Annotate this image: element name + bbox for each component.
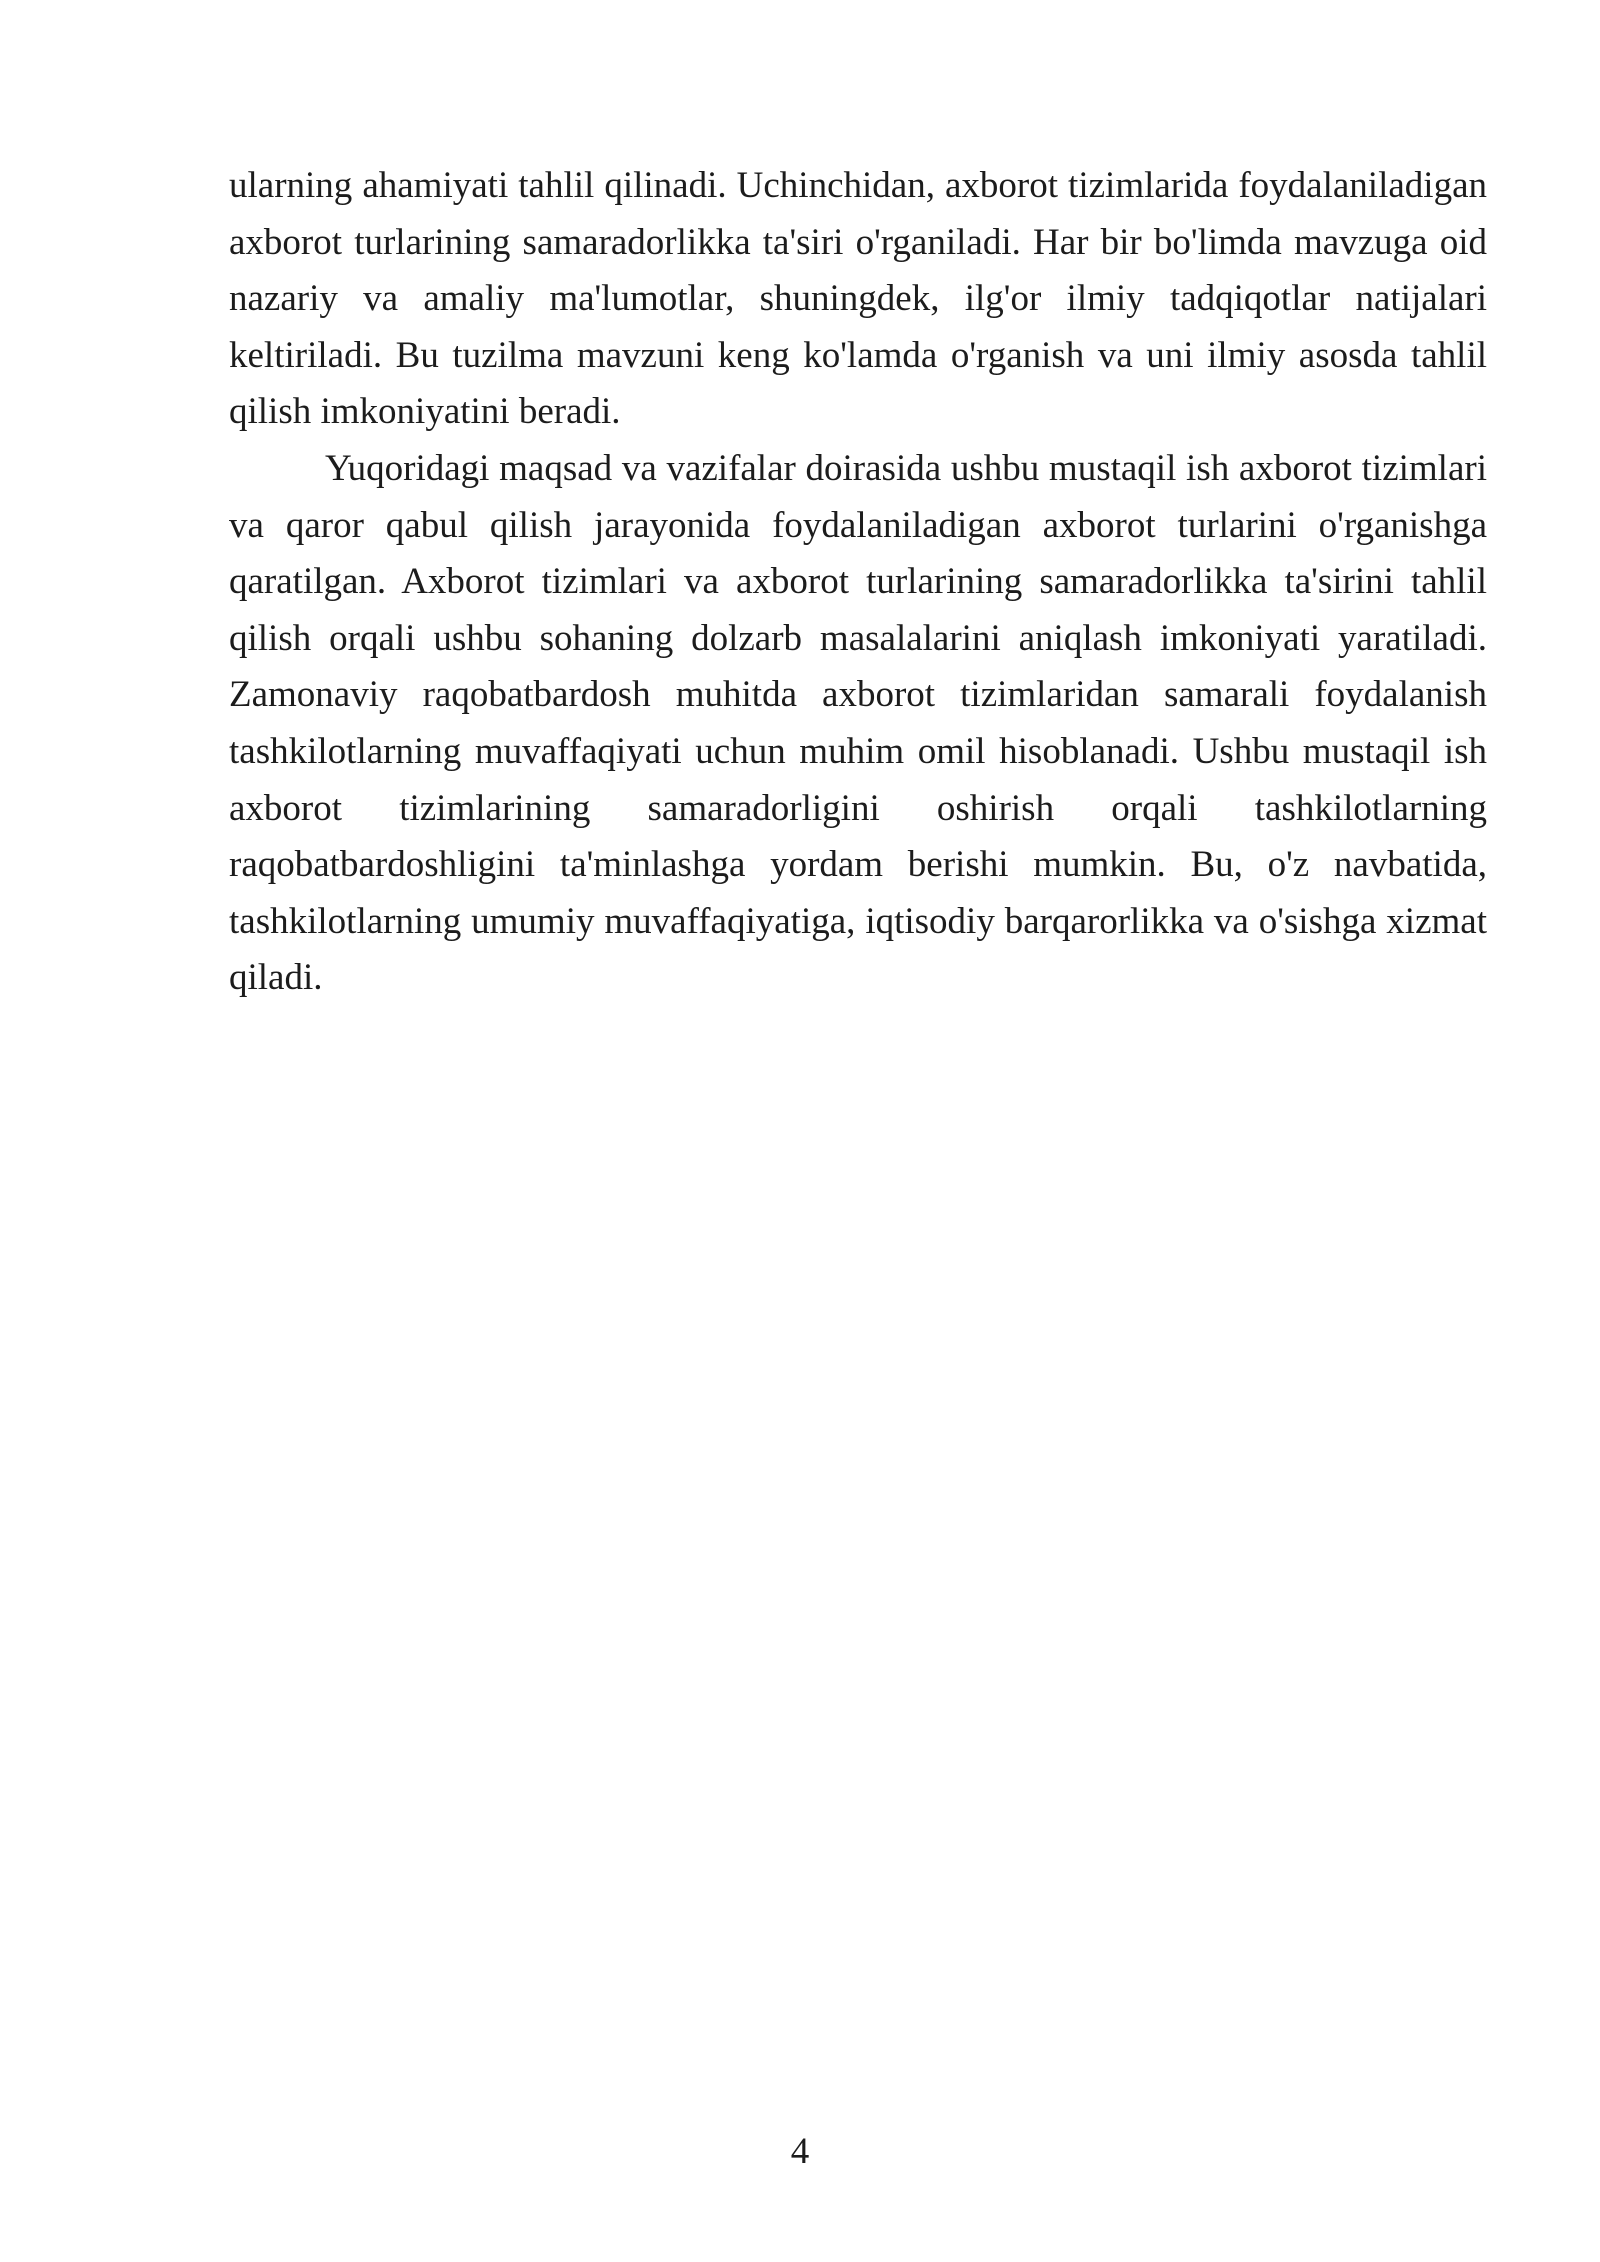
body-text <box>229 158 1487 1007</box>
page-number: 4 <box>790 2131 810 2172</box>
paragraph-purpose: Yuqoridagi maqsad va vazifalar doirasida ushbu mustaqil ish axborot tizimlari va qaror qabul qilish jarayonida foydalaniladigan axborot turlarini o'rganishga qaratilgan. Axborot tizimlari va axborot turlarining samaradorlikka ta'sirini tahlil qilish orqali ushbu sohaning dolzarb masalalarini aniqlash imkoniyati yaratiladi. Zamonaviy raqobatbardosh muhitda axborot tizimlaridan samarali foydalanish tashkilotlarning muvaffaqiyati uchun muhim omil hisoblanadi. Ushbu mustaqil ish axborot tizimlarining samaradorligini oshirish orqali tashkilotlarning raqobatbardoshligini ta'minlashga yordam berishi mumkin. Bu, o'z navbatida, tashkilotlarning umumiy muvaffaqiyatiga, iqtisodiy barqarorlikka va o'sishga xizmat qiladi. <box>229 447 1487 999</box>
paragraph-continuation: ularning ahamiyati tahlil qilinadi. Uchinchidan, axborot tizimlarida foydalaniladigan axborot turlarining samaradorlikka ta'siri o'rganiladi. Har bir bo'limda mavzuga oid nazariy va amaliy ma'lumotlar, shuningdek, ilg'or ilmiy tadqiqotlar natijalari keltiriladi. Bu tuzilma mavzuni keng ko'lamda o'rganish va uni ilmiy asosda tahlil qilish imkoniyatini beradi. <box>229 165 1487 433</box>
